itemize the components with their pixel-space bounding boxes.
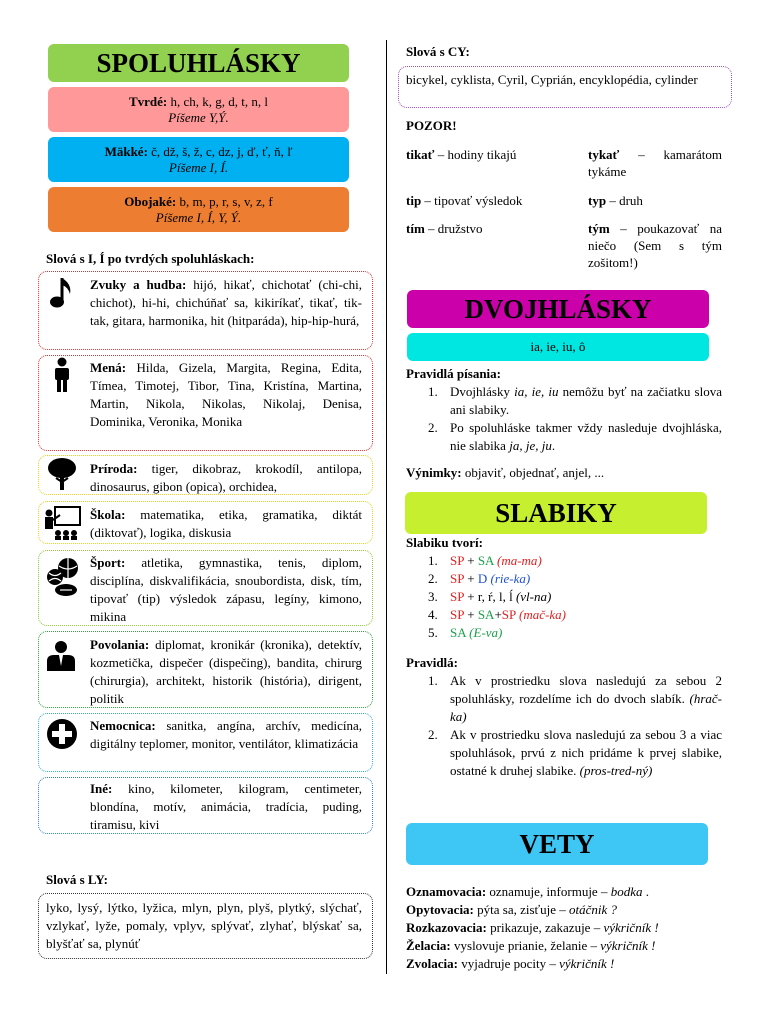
cy-heading: Slová s CY: [406, 44, 470, 59]
category-sound-text: Zvuky a hudba: hijó, hikať, chichotať (chi-chi, chichot), hi-hi, chichúňať sa, kikiríkať, tikať, tik-tak, gitara, harmonika, hit (hitparáda), hip-hip-hurá, [90, 277, 362, 328]
person-icon [51, 357, 73, 393]
category-jobs-text: Povolania: diplomat, kronikár (kronika), detektív, kozmetička, dispečer (dispečing), bandita, chirurg (chirurgia), architekt, historik (história), dirigent, politik [90, 637, 362, 706]
cy-words: bicykel, cyklista, Cyril, Cyprián, encyklopédia, cylinder [406, 72, 698, 87]
category-school-text: Škola: matematika, etika, gramatika, diktát (diktovať), logika, diskusia [90, 507, 363, 540]
pozor-row-2-right: typ – druh [588, 193, 643, 208]
both-letters: b, m, p, r, s, v, z, f [179, 193, 273, 209]
syllable-form-4: 4. SP + SA+SP (mač-ka) [428, 607, 566, 622]
both-consonants-box [48, 187, 349, 232]
hard-rule: Píšeme Y,Ý. [168, 109, 229, 125]
syllable-form-5: 5. SA (E-va) [428, 625, 503, 640]
syllable-rule-2: 2. Ak v prostriedku slova nasledujú za sebou 3 a viac spoluhlások, prvú z nich pridáme k prvej slabike, ostatné k druhej slabike. (pros-tred-ný) [428, 727, 722, 778]
soft-rule: Píšeme I, Í. [168, 159, 229, 175]
syllable-form-2: 2. SP + D (rie-ka) [428, 571, 531, 586]
pozor-row-3-left: tím – družstvo [406, 221, 483, 236]
diphthongs-title: DVOJHLÁSKY [464, 293, 652, 324]
pozor-row-3-right: tým – poukazovať na niečo (Sem s tým zošitom!) [588, 221, 722, 270]
soft-consonants-box [48, 137, 349, 182]
category-hospital-text: Nemocnica: sanitka, angína, archív, medicína, digitálny teplomer, monitor, ventilátor, klimatizácia [90, 718, 362, 751]
category-names-text: Mená: Hilda, Gizela, Margita, Regina, Edita, Tímea, Timotej, Tibor, Tina, Kristína, Martina, Martin, Nikola, Nikolas, Nikolaj, Denisa, Dominika, Veronika, Monika [90, 360, 363, 429]
tree-icon [46, 456, 78, 492]
sentences-title-box [406, 823, 708, 865]
syllables-rules-heading: Pravidlá: [406, 655, 458, 670]
diphthongs-rules [406, 383, 722, 455]
teacher-icon [42, 505, 82, 541]
sentence-type-optative: Želacia: vyslovuje prianie, želanie – výkričník ! [406, 938, 656, 953]
sentence-type-imperative: Rozkazovacia: prikazuje, zakazuje – výkričník ! [406, 920, 659, 935]
syllables-title-box [405, 492, 707, 534]
diphthongs-exceptions: Výnimky: objaviť, objednať, anjel, ... [406, 465, 605, 480]
syllables-forms-heading: Slabiku tvorí: [406, 535, 483, 550]
sentence-type-declarative: Oznamovacia: oznamuje, informuje – bodka . [406, 884, 649, 899]
sentence-type-interrogative: Opytovacia: pýta sa, zisťuje – otáčnik ? [406, 902, 617, 917]
sport-balls-icon [44, 556, 82, 598]
both-label: Obojaké: [124, 193, 177, 209]
hard-words-heading: Slová s I, Í po tvrdých spoluhláskach: [46, 251, 255, 266]
syllable-form-1: 1. SP + SA (ma-ma) [428, 553, 542, 568]
sentence-types [406, 883, 726, 973]
syllables-title: SLABIKY [495, 497, 617, 528]
ly-heading: Slová s LY: [46, 872, 108, 887]
category-sport-text: Šport: atletika, gymnastika, tenis, diplom, disciplína, diskvalifikácia, snoubordista, disk, tím, tipovať (tip) výsledok zápasu, legíny, kimono, mikina [90, 555, 362, 624]
hard-label: Tvrdé: [128, 93, 168, 109]
sentences-title: VETY [519, 828, 595, 859]
music-note-icon [48, 276, 76, 310]
businessman-icon [46, 640, 76, 672]
diphthongs-rules-heading: Pravidlá písania: [406, 366, 501, 381]
diphthong-rule-1: 1. Dvojhlásky ia, ie, iu nemôžu byť na začiatku slova ani slabiky. [428, 384, 722, 417]
consonants-title-box [48, 44, 349, 82]
syllables-rules [406, 672, 722, 780]
pozor-row-1-right: tykať – kamarátom tykáme [588, 147, 722, 179]
medical-cross-icon [46, 718, 78, 750]
category-other-text: Iné: kino, kilometer, kilogram, centimeter, blondína, motív, animácia, tradícia, puding, tiramisu, kivi [90, 781, 362, 832]
syllable-form-3: 3. SP + r, ŕ, l, ĺ (vl-na) [428, 589, 552, 604]
soft-label: Mäkké: [104, 143, 148, 159]
sentence-type-exclamatory: Zvolacia: vyjadruje pocity – výkričník ! [406, 956, 615, 971]
diphthongs-title-box [407, 290, 709, 328]
diphthongs-list: ia, ie, iu, ô [530, 339, 586, 354]
diphthongs-list-box [407, 333, 709, 361]
category-nature-text: Príroda: tiger, dikobraz, krokodíl, antilopa, dinosaurus, gibon (opica), orchidea, [90, 461, 362, 494]
hard-consonants-box [48, 87, 349, 132]
diphthong-rule-2: 2. Po spoluhláske takmer vždy nasleduje dvojhláska, nie slabika ja, je, ju. [428, 420, 722, 453]
hard-letters: h, ch, k, g, d, t, n, l [170, 93, 269, 109]
consonants-title: SPOLUHLÁSKY [96, 47, 301, 78]
pozor-row-1-left: tikať – hodiny tikajú [406, 147, 517, 162]
syllable-rule-1: 1. Ak v prostriedku slova nasledujú za sebou 2 spoluhlásky, rozdelíme ich do dvoch slabík. (hrač-ka) [428, 673, 723, 724]
both-rule: Píšeme I, Í, Y, Ý. [155, 209, 242, 225]
pozor-row-2-left: tip – tipovať výsledok [406, 193, 523, 208]
syllables-forms [406, 552, 722, 642]
column-divider [386, 40, 387, 974]
pozor-heading: POZOR! [406, 118, 457, 133]
soft-letters: č, dž, š, ž, c, dz, j, ď, ť, ň, ľ [151, 143, 293, 159]
ly-words: lyko, lysý, lýtko, lyžica, mlyn, plyn, plyš, plytký, slýchať, vzlykať, lyže, pomaly, vplyv, splývať, zlyhať, blýskať sa, blyšťať sa, plynúť [46, 900, 362, 951]
